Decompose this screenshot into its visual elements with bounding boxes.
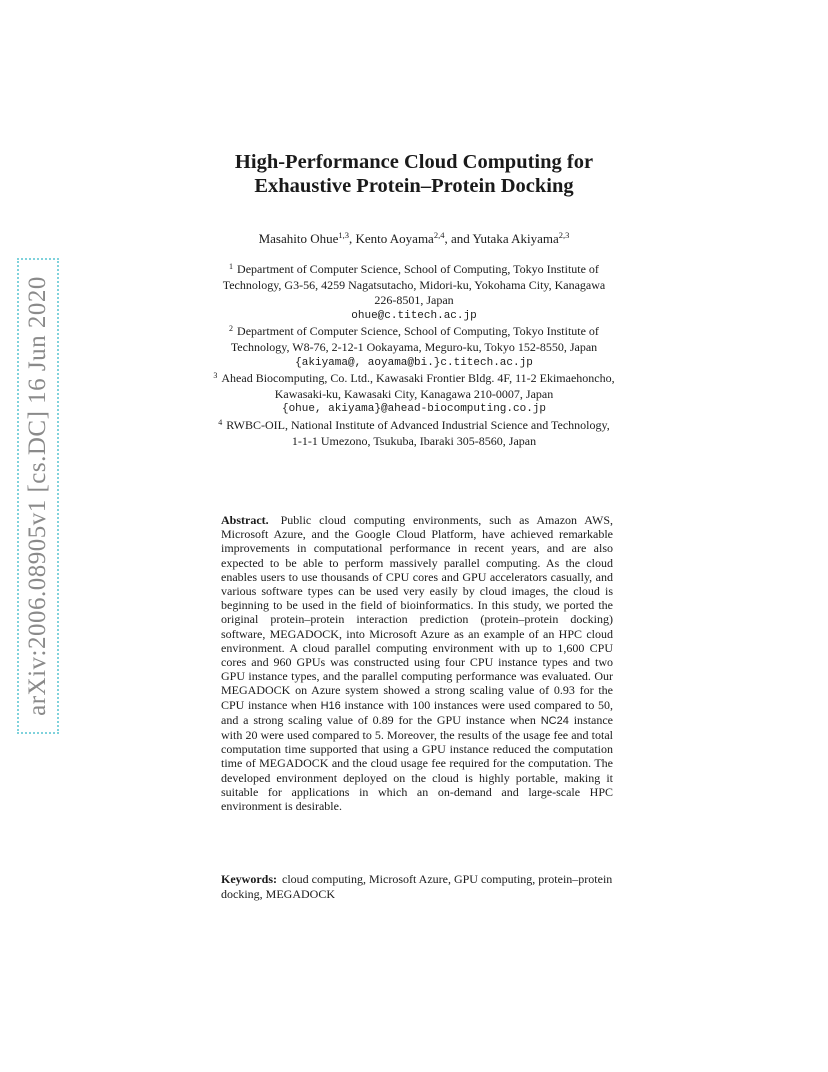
affiliation-line: $^1$ Department of Computer Science, School of Computing, Tokyo Institute of [229, 262, 599, 276]
author-name: Yutaka Akiyama [472, 231, 559, 246]
instance-type-code: NC24 [540, 714, 569, 727]
affiliation-line: 1-1-1 Umezono, Tsukuba, Ibaraki 305-8560, Japan [291, 433, 537, 448]
affiliation-line: 226-8501, Japan [374, 293, 454, 308]
author-affiliation-marker: 2,3 [558, 230, 570, 240]
author-list [0, 230, 828, 248]
abstract-text: instance with 100 instances were used compared to 50, and a strong scaling value of 0.89 for the GPU instance when [221, 697, 614, 727]
title-line-1: High-Performance Cloud Computing for [234, 151, 594, 173]
affiliation-email: {akiyama@, aoyama@bi.}c.titech.ac.jp [295, 356, 533, 369]
keywords [221, 872, 621, 901]
affiliation-number: 3 [213, 371, 218, 381]
affiliation-line: $^4$ RWBC-OIL, National Institute of Advanced Industrial Science and Technology, [218, 417, 610, 432]
keywords-text: cloud computing, Microsoft Azure, GPU computing, protein–protein docking, MEGADOCK [221, 872, 613, 901]
affiliation-number: 1 [229, 262, 234, 271]
author-separator: , and [444, 231, 473, 246]
affiliation-number: 2 [229, 324, 234, 334]
keywords-label: Keywords: [221, 872, 277, 886]
author-affiliation-marker: 2,4 [433, 230, 445, 240]
affiliation-number: 4 [218, 417, 223, 427]
abstract [221, 513, 613, 813]
affiliation-email: ohue@c.titech.ac.jp [351, 309, 477, 322]
author-separator: , [348, 231, 356, 246]
author-name: Kento Aoyama [355, 231, 434, 246]
abstract-text: Public cloud computing environments, such as Amazon AWS, Microsoft Azure, and the Google Cloud Platform, have achieved remarkable improvements in computational performance in recent years, and are also expected to be able to perform massively parallel computing. As the cloud enables users to use thousands of CPU cores and GPU accelerators casually, and various software types can be used very easily by cloud images, the cloud is beginning to be used in the field of bioinformatics. In this study, we ported the original protein–protein interaction prediction (protein–protein docking) software, MEGADOCK, into Microsoft Azure as an example of an HPC cloud environment. A cloud parallel computing environment with up to 1,600 CPU cores and 960 GPUs was constructed using four CPU instance types and two GPU instance types, and the parallel computing performance was evaluated. Our MEGADOCK on Azure system showed a strong scaling value of 0.93 for the CPU instance when [221, 513, 613, 712]
instance-type-code: H16 [320, 699, 341, 712]
arxiv-identifier: arXiv:2006.08905v1 [cs.DC] 16 Jun 2020 [24, 276, 51, 716]
author-name: Masahito Ohue [258, 231, 339, 246]
affiliation-line: Technology, G3-56, 4259 Nagatsutacho, Midori-ku, Yokohama City, Kanagawa [222, 277, 606, 292]
author-affiliation-marker: 1,3 [338, 230, 349, 240]
paper-title [0, 150, 828, 198]
affiliation-line: $^2$ Department of Computer Science, School of Computing, Tokyo Institute of [229, 324, 599, 339]
affiliation-line: $^3$ Ahead Biocomputing, Co. Ltd., Kawasaki Frontier Bldg. 4F, 11-2 Ekimaehoncho, [213, 371, 615, 386]
affiliation-line: Kawasaki-ku, Kawasaki City, Kanagawa 210-0007, Japan [274, 386, 554, 401]
affiliation-list [150, 262, 678, 449]
title-line-2: Exhaustive Protein–Protein Docking [254, 175, 574, 197]
abstract-text: instance with 20 were used compared to 5. Moreover, the results of the usage fee and total computation time supported that using a GPU instance reduced the computation time of MEGADOCK and the cloud usage fee required for the computation. The developed environment deployed on the cloud is highly portable, making it suitable for applications in which an on-demand and large-scale HPC environment is desirable. [221, 712, 614, 814]
arxiv-stamp [17, 258, 59, 734]
affiliation-line: Technology, W8-76, 2-12-1 Ookayama, Meguro-ku, Tokyo 152-8550, Japan [230, 339, 598, 354]
affiliation-email: {ohue, akiyama}@ahead-biocomputing.co.jp [281, 403, 547, 416]
abstract-label: Abstract. [221, 513, 269, 527]
